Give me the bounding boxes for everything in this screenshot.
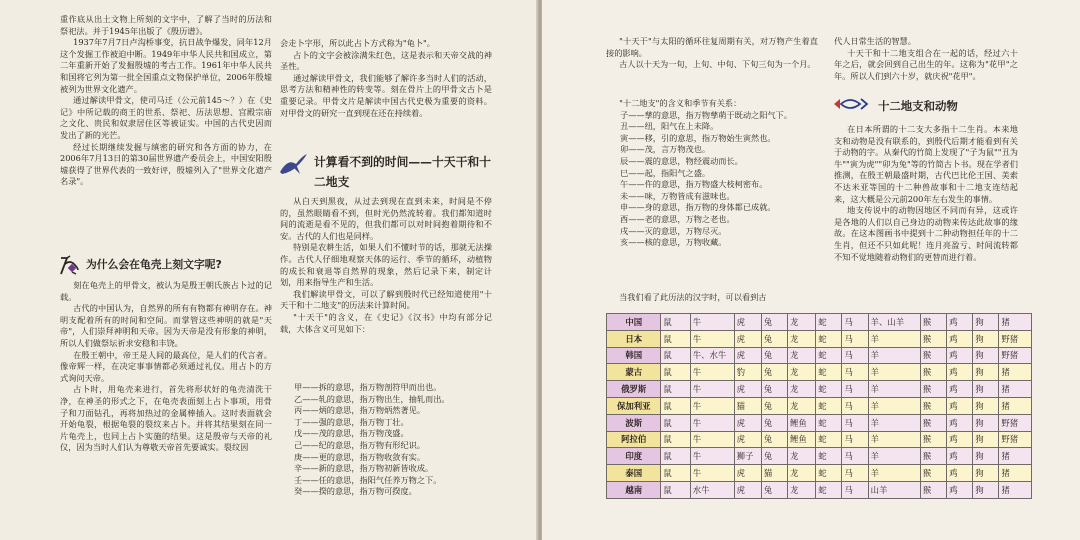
country-cell: 阿拉伯 [607,431,661,448]
animal-cell: 兔 [761,481,787,498]
animal-cell: 马 [842,314,868,331]
animal-cell: 蛇 [816,381,842,398]
left-column1-bottom-text [60,280,272,454]
animal-cell: 猴 [920,481,946,498]
animal-cell: 马 [842,431,868,448]
animal-cell: 猴 [920,347,946,364]
animal-cell: 猪 [999,397,1032,414]
table-row [607,330,1032,347]
dizhi-intro: "十二地支"的含义和季节有关系： [619,98,742,108]
animal-cell: 鼠 [661,347,690,364]
animal-cell: 兔 [761,414,787,431]
animal-cell: 鸡 [947,397,973,414]
fish-glyph-icon [832,96,872,116]
animal-cell: 马 [842,448,868,465]
dizhi-item: 戌——灭的意思，万物尽灭。 [620,225,727,236]
animal-cell: 兔 [761,364,787,381]
animal-cell: 羊 [868,347,920,364]
animal-cell: 牛、水牛 [690,347,734,364]
animal-cell: 鸡 [947,364,973,381]
right-column1-top-text [606,36,818,71]
dizhi-item: 亥——核的意思，万物收藏。 [620,237,727,248]
table-row [607,397,1032,414]
animal-cell: 鸡 [947,314,973,331]
animal-cell: 鸡 [947,431,973,448]
animal-cell: 蛇 [816,397,842,414]
animal-cell: 狗 [973,414,999,431]
animal-cell: 兔 [761,381,787,398]
animal-cell: 蛇 [816,347,842,364]
tiangan-item: 戊——茂的意思，指万物茂盛。 [294,428,409,439]
animal-cell: 兔 [761,314,787,331]
animal-cell: 龙 [788,314,816,331]
animal-cell: 猴 [920,414,946,431]
animal-cell: 山羊 [868,481,920,498]
dizhi-item: 巳——起，指阳气之盛。 [620,167,711,178]
left-column2-top-text [280,38,492,119]
animal-cell: 猪 [999,314,1032,331]
animal-cell: 蛇 [816,330,842,347]
country-cell: 蒙古 [607,364,661,381]
animal-cell: 鸡 [947,465,973,482]
animal-cell: 马 [842,381,868,398]
animal-cell: 狗 [973,347,999,364]
animal-cell: 猴 [920,448,946,465]
animal-cell: 羊 [868,330,920,347]
animal-cell: 豹 [734,364,761,381]
paragraph: 重作底从出土文物上所刻的文字中，了解了当时的历法和祭祀法。并于1945年出版了《殷历谱》。 [60,14,272,36]
animal-cell: 鼠 [661,431,690,448]
animal-cell: 虎 [734,431,761,448]
heading3-title: 十二地支和动物 [878,99,958,113]
dizhi-item: 丑——纽，阳气在上未降。 [620,121,719,132]
swallow-bird-icon [278,152,308,182]
animal-cell: 狗 [973,364,999,381]
paragraph: "十天干"与太阳的循环往复周期有关，对万物产生着直接的影响。 [606,36,818,58]
paragraph: 古代的中国认为，自然界的所有有物都有神明存在。神明支配着所有的时间和空间。而掌管这些神明的就是"天帝"，人们崇拜神明和天帝。因为天帝是没有形象的神明，所以人们做祭坛祈求安稳和丰饶。 [60,303,272,348]
animal-cell: 狮子 [734,448,761,465]
animal-cell: 猫 [761,465,787,482]
animal-cell: 牛 [690,381,734,398]
paragraph: 古人以十天为一旬，上旬、中旬、下旬三旬为一个月。 [619,59,816,70]
animal-cell: 鲤鱼 [788,414,816,431]
heading2-title: 计算看不到的时间——十天干和十二地支 [314,155,491,189]
animal-cell: 蛇 [816,314,842,331]
animal-cell: 猪 [999,481,1032,498]
animal-cell: 牛 [690,397,734,414]
heading-ganzhi [278,152,492,192]
paragraph: 刻在龟壳上的甲骨文，被认为是殷王朝氏族占卜过的记载。 [60,280,272,302]
country-cell: 波斯 [607,414,661,431]
animal-cell: 鼠 [661,397,690,414]
table-row [607,431,1032,448]
animal-cell: 虎 [734,465,761,482]
animal-cell: 鼠 [661,314,690,331]
paragraph: 通过解读甲骨文，使司马迁（公元前145～？）在《史记》中所记载的商王的世系、祭祀、历法思想、宫殿宗庙之文化、贵民和奴隶居住区等被证实。中国的古代史因而发出了新的光芒。 [60,95,272,140]
dizhi-item: 未——味，万物皆成有滋味也。 [620,190,735,201]
animal-cell: 水牛 [690,481,734,498]
table-row [607,381,1032,398]
paragraph: 从白天到黑夜，从过去到现在直到未来，时间是不停的，虽然眼睛看不到，但时光仍然流转着。我们都知道时间的流逝是看不见的，但我们都可以对时间抱着期待和不安。古代的人们也是同样。 [280,196,492,241]
right-column2-bottom-text [834,124,1018,263]
paragraph: 特别是农耕生活，如果人们不懂时节的话，那就无法操作。古代人仔细地观察天体的运行、季节的循环，动植物的成长和衰退等自然界的现象，然后记录下来，制定计划，用来指导生产和生活。 [280,242,492,288]
animal-cell: 猪 [999,381,1032,398]
turtle-oracle-glyph-icon [58,254,80,280]
animal-cell: 牛 [690,330,734,347]
animal-cell: 鸡 [947,330,973,347]
country-cell: 保加利亚 [607,397,661,414]
animal-cell: 龙 [788,364,816,381]
animal-cell: 龙 [788,330,816,347]
animal-cell: 虎 [734,330,761,347]
animal-cell: 狗 [973,314,999,331]
animal-cell: 鼠 [661,481,690,498]
left-column2-middle-text [280,196,492,335]
country-cell: 韩国 [607,347,661,364]
animal-cell: 龙 [788,465,816,482]
animal-cell: 马 [842,465,868,482]
animal-cell: 兔 [761,431,787,448]
animal-cell: 蛇 [816,431,842,448]
animal-cell: 马 [842,481,868,498]
animal-cell: 马 [842,414,868,431]
animal-cell: 虎 [734,347,761,364]
dizhi-item: 子——孳的意思，指万物孳萌于既动之阳气下。 [620,109,792,120]
animal-cell: 鼠 [661,381,690,398]
animal-cell: 马 [842,330,868,347]
animal-cell: 羊 [868,381,920,398]
animal-cell: 鼠 [661,364,690,381]
left-page [0,0,538,540]
animal-cell: 牛 [690,364,734,381]
animal-cell: 猴 [920,364,946,381]
animal-cell: 猴 [920,397,946,414]
zodiac-comparison-table [606,313,1032,499]
dizhi-item: 卯——茂，言万物茂也。 [620,144,711,155]
paragraph: 十天干和十二地支组合在一起的话，经过六十年之后，就会回到自己出生的年。这称为"花甲"之年。所以人们到六十岁，就庆祝"花甲"。 [834,47,1018,81]
tiangan-list [280,382,492,498]
table-row [607,448,1032,465]
animal-cell: 鸡 [947,414,973,431]
dizhi-item: 辰——震的意思，物经震动而长。 [620,155,743,166]
right-page [542,0,1080,540]
animal-cell: 鸡 [947,381,973,398]
animal-cell: 猴 [920,314,946,331]
animal-cell: 鼠 [661,414,690,431]
animal-cell: 牛 [690,448,734,465]
animal-cell: 狗 [973,481,999,498]
animal-cell: 牛 [690,431,734,448]
animal-cell: 羊 [868,397,920,414]
animal-cell: 猴 [920,381,946,398]
paragraph: 经过长期继续发掘与缜密的研究和各方面的协力，在2006年7月13日的第30届世界遗产委员会上，中国安阳殷墟获得了世界代表的一致好评，殷墟列入了"世界文化遗产名录"。 [60,141,272,187]
animal-cell: 狗 [973,448,999,465]
tiangan-item: 己——纪的意思，指万物有形纪识。 [294,439,426,450]
animal-cell: 狗 [973,330,999,347]
animal-cell: 蛇 [816,414,842,431]
animal-cell: 牛 [690,465,734,482]
animal-cell: 野猪 [999,431,1032,448]
animal-cell: 野猪 [999,347,1032,364]
animal-cell: 马 [842,364,868,381]
animal-cell: 鼠 [661,448,690,465]
animal-cell: 猫 [734,397,761,414]
country-cell: 中国 [607,314,661,331]
animal-cell: 狗 [973,381,999,398]
animal-cell: 龙 [788,481,816,498]
animal-cell: 兔 [761,448,787,465]
left-column1-top-text [60,14,272,188]
table-row [607,414,1032,431]
country-cell: 印度 [607,448,661,465]
animal-cell: 猴 [920,330,946,347]
animal-cell: 龙 [788,397,816,414]
animal-cell: 猴 [920,431,946,448]
animal-cell: 牛 [690,314,734,331]
tiangan-item: 乙——轧的意思，指万物出生，抽轧而出。 [294,393,450,404]
animal-cell: 狗 [973,431,999,448]
table-row [607,465,1032,482]
tiangan-item: 辛——新的意思，指万物初新皆收成。 [294,463,434,474]
animal-cell: 野猪 [999,414,1032,431]
animal-cell: 猪 [999,364,1032,381]
country-cell: 日本 [607,330,661,347]
paragraph: 占卜的文字会被涂满朱红色，这是表示和天帝交战的神圣性。 [280,49,492,72]
country-cell: 俄罗斯 [607,381,661,398]
paragraph: 我们解读甲骨文，可以了解到殷时代已经知道使用"十天干和十二地支"的历法来计算时间。 [280,288,492,311]
animal-cell: 马 [842,347,868,364]
dizhi-item: 午——仵的意思，指万物盛大枝柯密布。 [620,179,768,190]
animal-cell: 狗 [973,397,999,414]
animal-cell: 鸡 [947,448,973,465]
country-cell: 泰国 [607,465,661,482]
paragraph: 代人日常生活的智慧。 [834,36,916,46]
tiangan-item: 甲——拆的意思，指万物剖符甲而出也。 [294,382,442,392]
table-row [607,347,1032,364]
animal-cell: 虎 [734,314,761,331]
tiangan-item: 庚——更的意思，指万物收敛有实。 [294,451,426,462]
dizhi-item: 酉——老的意思，万物之老也。 [620,213,735,224]
animal-cell: 羊 [868,431,920,448]
dizhi-list [606,98,818,249]
paragraph: 通过解读甲骨文，我们能够了解许多当时人们的活动，思考方法和精神性的转变等。刻在骨片上的甲骨文古卜是重要记录。甲骨文片是解读中国古代史极为重要的资料。对甲骨文的研究一直到现在还在持续着。 [280,72,492,118]
animal-cell: 羊 [868,364,920,381]
paragraph: 会走卜字形，所以此占卜方式称为"龟卜"。 [280,38,435,48]
animal-cell: 羊 [868,448,920,465]
animal-cell: 蛇 [816,364,842,381]
animal-cell: 猪 [999,465,1032,482]
animal-cell: 羊 [868,414,920,431]
animal-cell: 猪 [999,448,1032,465]
animal-cell: 蛇 [816,448,842,465]
paragraph: 在殷王朝中，帝王是人间的最高位，是人们的代言者。像帝辉一样，在决定事事情都必须通过礼仪。用占卜的方式询问天帝。 [60,349,272,383]
animal-cell: 野猪 [999,330,1032,347]
tiangan-item: 壬——任的意思，指阳气任养万物之下。 [294,474,442,485]
heading1-title: 为什么会在龟壳上刻文字呢? [86,258,222,271]
animal-cell: 羊 [868,465,920,482]
country-cell: 越南 [607,481,661,498]
table-intro-line: 当我们看了此历法的汉字时，可以看到古 [619,292,767,302]
tiangan-item: 丙——炳的意思，指万物炳然著见。 [294,405,426,416]
paragraph: 在日本所谓的十二支大多指十二生肖。本来地支和动物是没有联系的，到殷代后期才能看到有关于动物的字。从秦代的竹简上发现了"子为鼠""丑为牛""寅为虎""卯为兔"等的竹简古卜书。现在学者们推测，在殷王朝最盛时期，古代巴比伦王国、美索不达米亚等国的十二种兽故事和十二地支连结起来，这大概是公元前200年左右发生的事情。 [834,124,1018,204]
animal-cell: 鼠 [661,465,690,482]
heading-turtle-writing [58,254,272,280]
animal-cell: 虎 [734,414,761,431]
animal-cell: 兔 [761,347,787,364]
animal-cell: 狗 [973,465,999,482]
table-intro-text [606,292,818,304]
animal-cell: 鸡 [947,481,973,498]
animal-cell: 马 [842,397,868,414]
table-row [607,314,1032,331]
animal-cell: 蛇 [816,465,842,482]
animal-cell: 虎 [734,481,761,498]
animal-cell: 兔 [761,330,787,347]
animal-cell: 兔 [761,397,787,414]
animal-cell: 羊、山羊 [868,314,920,331]
paragraph: "十天干"的含义，在《史记》《汉书》中均有部分记载，大体含义可见如下： [280,311,492,334]
table-row [607,364,1032,381]
animal-cell: 鼠 [661,330,690,347]
animal-cell: 龙 [788,347,816,364]
animal-cell: 龙 [788,448,816,465]
paragraph: 地支传说中的动物因地区不同而有异，这或许是各地的人们以自己身边的动物来传达此故事的缘故。在这本图画书中提到十二种动物担任年的十二生肖，但还不只如此呢！连月亮盈亏、时间流转都不知不觉地随着动物们的更替而进行着。 [834,205,1018,262]
animal-cell: 虎 [734,381,761,398]
heading-dizhi-animals [832,96,1018,116]
animal-cell: 猴 [920,465,946,482]
tiangan-item: 丁——强的意思，指万物丁壮。 [294,416,409,427]
paragraph: 占卜时，用龟壳来进行，首先将形状好的龟壳清洗干净，在神圣的形式之下，在龟壳表面刻上占卜事项，用骨子和刀面钻孔，再将加热过的金属棒插入。这时表面就会开始龟裂，根据龟裂的裂纹来占卜。并将其结果刻在同一片龟壳上，也同上占卜实施的结果。这是殷帝与天帝的礼仪，因为当时人们认为尊敬天帝首先要诚实。裂纹因 [60,384,272,453]
right-column2-top-text [834,36,1018,82]
tiangan-item: 癸——揆的意思，指万物可揆度。 [294,486,417,497]
animal-cell: 牛 [690,414,734,431]
animal-cell: 鲤鱼 [788,431,816,448]
animal-cell: 龙 [788,381,816,398]
animal-cell: 蛇 [816,481,842,498]
dizhi-item: 寅——移，引的意思，指万物始生寅然也。 [620,132,776,143]
dizhi-item: 申——身的意思，指万物的身体都已成就。 [620,202,776,213]
paragraph: 1937年7月7日卢沟桥事变，抗日战争爆发，同年12月这个发掘工作被迫中断。1949年中华人民共和国成立，第二年重新开始了发掘殷墟的考古工作。1961年中华人民共和国将它列为第一批全国重点文物保护单位，2006年殷墟被列为世界文化遗产。 [60,37,272,94]
table-row [607,481,1032,498]
animal-cell: 鸡 [947,347,973,364]
